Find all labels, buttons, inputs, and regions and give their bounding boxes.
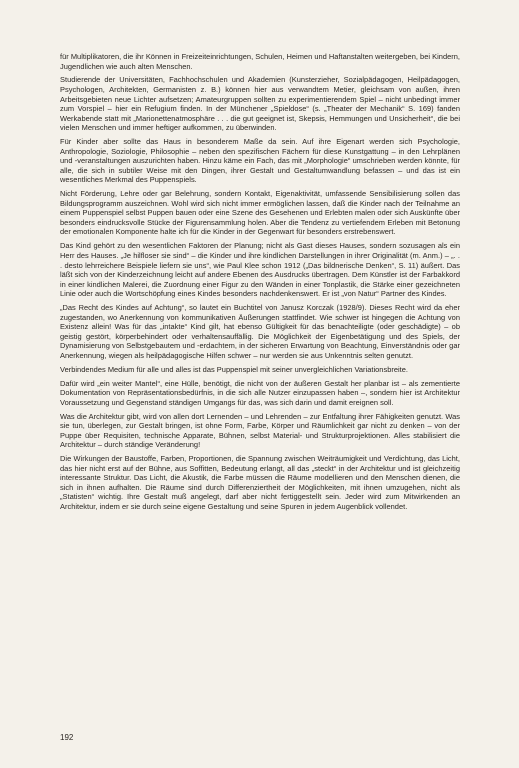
- paragraph-3: Für Kinder aber sollte das Haus in besonderem Maße da sein. Auf ihre Eigenart werden sich Psychologie, Anthropologie, Soziologie, Philosophie – neben den spezifischen Fächern für diese Kunstgattung – in den Lehrplänen und -veranstaltungen auszurichten haben. Hinzu käme ein Fach, das mit „Morphologie“ umschrieben werden könnte, für alle, die sich in subtiler Weise mit den Dingen, ihrer Gestalt und Gestaltumwandlung befassen – und das ist ein wesentliches Merkmal des Puppenspiels.: [60, 137, 460, 185]
- paragraph-7: Verbindendes Medium für alle und alles ist das Puppenspiel mit seiner unvergleichlichen Variationsbreite.: [60, 364, 408, 374]
- paragraph-6: „Das Recht des Kindes auf Achtung“, so lautet ein Buchtitel von Janusz Korczak (1928/9). Dieses Recht wird da eher zugestanden, wo Anerkennung von kommunikativen Äußerungen stattfindet. Wie schwer ist hingegen die Achtung von Existenz allein! Was für das „intakte“ Kind gilt, hat ebenso Gültigkeit für das benachteiligte (oder geschädigte) – ob geistig gestört, körperbehindert oder verhaltensauffällig. Die Möglichkeit der Eigenbetätigung und des Spiels, der Dynamisierung von Selbstgebautem und -erdachtem, in der sicheren Erwartung von Beachtung, Einverständnis oder gar Anerkennung, wiegen als heilpädagogische Hilfen schwer – nur werden sie aus Unkenntnis selten genutzt.: [60, 303, 460, 360]
- paragraph-9: Was die Architektur gibt, wird von allen dort Lernenden – und Lehrenden – zur Entfaltung ihrer Fähigkeiten genutzt. Was sie tun, überlegen, zur Gestalt bringen, ist ohne Form, Farbe, Körper und Räumlichkeit gar nicht zu denken – von der Puppe über Requisiten, technische Apparate, Bühnen, selbst Material- und Strukturprojektionen. Alles stabilisiert die Architektur – durch ständige Veränderung!: [60, 411, 460, 450]
- paragraph-1: für Multiplikatoren, die ihr Können in Freizeiteinrichtungen, Schulen, Heimen und Haftanstalten weitergeben, bei Kindern, Jugendlichen wie auch alten Menschen.: [60, 52, 460, 71]
- paragraph-4: Nicht Förderung, Lehre oder gar Belehrung, sondern Kontakt, Eigenaktivität, umfassende Sensibilisierung sollen das Bildungsprogramm auszeichnen. Wohl wird sich nicht immer ermöglichen lassen, daß die Kinder nach der Teilnahme an einem Puppenspiel selbst Puppen bauen oder eine Szene des Gesehenen und Erlebten malen oder sich Auskünfte über besonders eindrucksvolle Stücke der Figurensammlung holen. Aber die Tendenz zu vertiefendem Erleben mit Betonung der emotionalen Komponente halte ich für die Kinder in der Gegenwart für besonders erstrebenswert.: [60, 189, 460, 237]
- paragraph-10: Die Wirkungen der Baustoffe, Farben, Proportionen, die Spannung zwischen Weiträumigkeit und Verdichtung, das Licht, das hier nicht erst auf der Bühne, aus Soffitten, Bedeutung erlangt, all das „steckt“ in der Architektur und ist gleichzeitig interessante Struktur. Das Licht, die Akustik, die Farbe müssen die Räume modellieren und den Menschen dienen, die sich in ihnen aufhalten. Die Räume sind durch Differenziertheit der Möglichkeiten, mit ihnen umzugehen, nicht als „Statisten“ wichtig. Ihre Gestalt muß angelegt, darf aber nicht fertiggestellt sein. Jeder wird zum Mitwirkenden an Architektur, indem er sie durch seine eigene Gestaltung und seine Spuren in jedem Augenblick vollendet.: [60, 454, 460, 512]
- paragraph-8: Dafür wird „ein weiter Mantel“, eine Hülle, benötigt, die nicht von der äußeren Gestalt her planbar ist – als zementierte Dokumentation von Repräsentationsbedürfnis, in die sich alle Nutzer einzupassen haben –, sondern hier ist Architektur Voraussetzung und Gegenstand ständigen Umgangs für das, was sich darin und damit ereignen soll.: [60, 378, 460, 407]
- paragraph-5: Das Kind gehört zu den wesentlichen Faktoren der Planung; nicht als Gast dieses Hauses, sondern sozusagen als ein Herr des Hauses. „Je hilfloser sie sind“ – die Kinder und ihre kindlichen Darstellungen in ihrer Originalität (m. Anm.) – „. . . desto lehrreichere Beispiele liefern sie uns“, wie Paul Klee schon 1912 („Das bildnerische Denken“, S. 11) äußert. Das läßt sich von der Kinderzeichnung leicht auf andere Ebenen des Ausdrucks übertragen. Dem Künstler ist der Farbakkord in einer kindlichen Malerei, die Zuordnung einer Figur zu den Wänden in einer Tonplastik, die Stärke einer gezeichneten Linie oder auch die Wortschöpfung eines Kindes besonders nachdenkenswert. Er ist „von Natur“ Partner des Kindes.: [60, 241, 460, 299]
- body-text: [60, 52, 460, 516]
- paragraph-2: Studierende der Universitäten, Fachhochschulen und Akademien (Kunsterzieher, Sozialpädagogen, Heilpädagogen, Psychologen, Architekten, Germanisten z. B.) können hier aus verwandtem Metier, gleichsam von außen, ihren Arbeitsgebieten neue Lichter aufsetzen; Amateurgruppen sollten zu experimentierendem Spiel – nicht unbedingt immer zum Vorspiel – hier ein Refugium finden. In der Münchener „Spieldose“ (s. „Theater der Mechanik“ S. 169) fanden Werkabende statt mit „Marionettenatmosphäre . . . die gut geeignet ist, Skepsis, Hemmungen und Unsicherheit“, die bei vielen Menschen und immer heftiger aufkommen, zu überwinden.: [60, 75, 460, 133]
- page-number: 192: [60, 733, 74, 742]
